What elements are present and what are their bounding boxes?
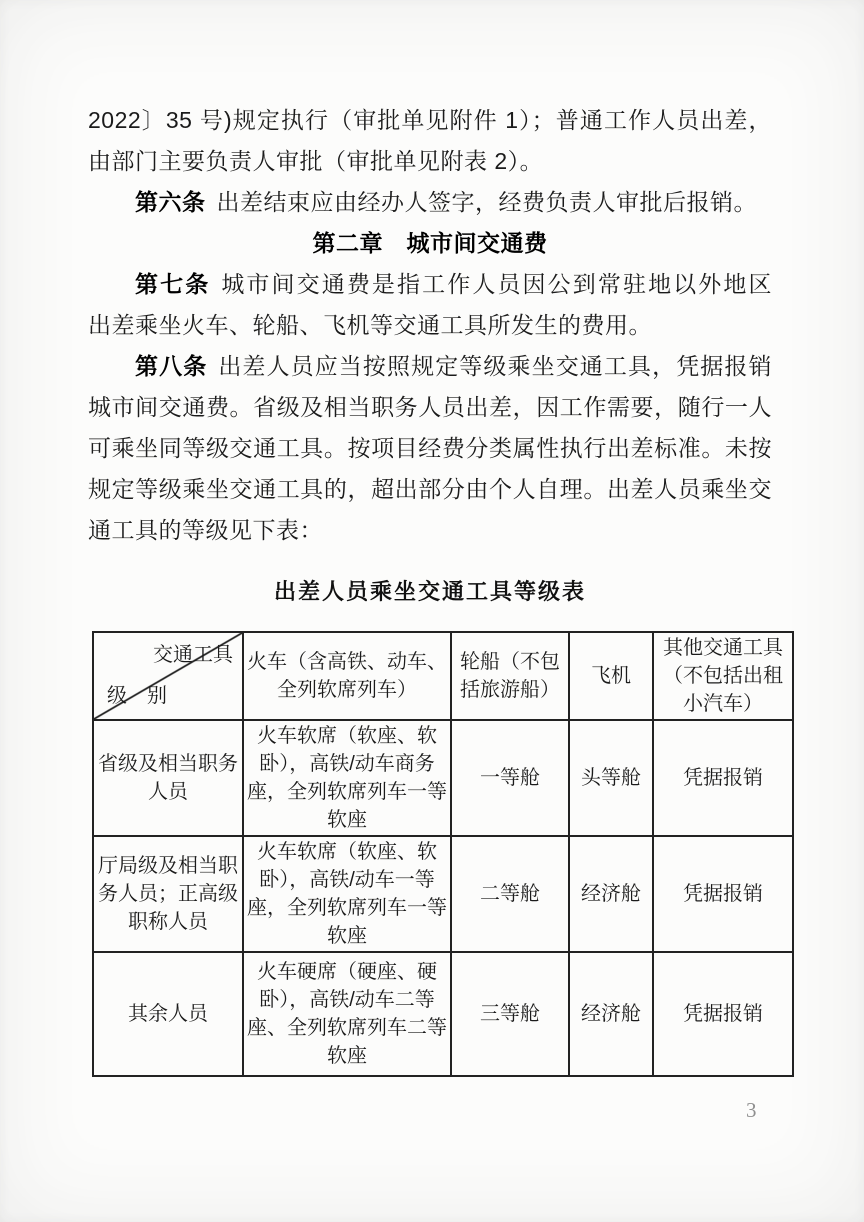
cell-level: 其余人员: [93, 952, 243, 1076]
cell-level: 厅局级及相当职务人员；正高级职称人员: [93, 836, 243, 952]
table-title: 出差人员乘坐交通工具等级表: [273, 579, 586, 604]
corner-label-transport: 交通工具: [153, 644, 233, 666]
article-6-line: [88, 182, 772, 223]
corner-label-grade: 级 别: [107, 685, 167, 707]
transport-grade-table: [92, 631, 794, 1077]
column-header-ship: 轮船（不包括旅游船）: [451, 632, 569, 720]
paragraph-line: 城市间交通费。省级及相当职务人员出差，因工作需要，随行一人: [88, 394, 772, 420]
cell-train: 火车硬席（硬座、硬卧），高铁/动车二等座、全列软席列车二等软座: [243, 952, 451, 1076]
paragraph-line: 由部门主要负责人审批（审批单见附表 2）。: [88, 148, 544, 174]
cell-level: 省级及相当职务人员: [93, 720, 243, 836]
cell-train: 火车软席（软座、软卧），高铁/动车商务座，全列软席列车一等软座: [243, 720, 451, 836]
article-8-text: 出差人员应当按照规定等级乘坐交通工具，凭据报销: [218, 353, 773, 379]
paragraph-line: 通工具的等级见下表：: [88, 517, 323, 543]
cell-plane: 经济舱: [569, 836, 653, 952]
table-row-others: [93, 952, 793, 1076]
corner-header-cell: [93, 632, 243, 720]
column-header-train: 火车（含高铁、动车、全列软席列车）: [243, 632, 451, 720]
column-header-plane: 飞机: [569, 632, 653, 720]
cell-other: 凭据报销: [653, 720, 793, 836]
paragraph-line: 可乘坐同等级交通工具。按项目经费分类属性执行出差标准。未按: [88, 435, 772, 461]
page-number: 3: [746, 1098, 757, 1122]
paragraph-line: 规定等级乘坐交通工具的，超出部分由个人自理。出差人员乘坐交: [88, 476, 772, 502]
cell-other: 凭据报销: [653, 836, 793, 952]
article-6-number: 第六条: [135, 189, 206, 215]
cell-ship: 一等舱: [451, 720, 569, 836]
article-6-text: 出差结束应由经办人签字，经费负责人审批后报销。: [216, 189, 757, 215]
table-header-row: [93, 632, 793, 720]
table-row-bureau: [93, 836, 793, 952]
cell-train: 火车软席（软座、软卧），高铁/动车一等座，全列软席列车一等软座: [243, 836, 451, 952]
table-row-provincial: [93, 720, 793, 836]
paragraph-line: 2022〕35 号)规定执行（审批单见附件 1）；普通工作人员出差，: [88, 107, 772, 133]
cell-plane: 头等舱: [569, 720, 653, 836]
body-text: [88, 100, 772, 551]
chapter-heading: 第二章 城市间交通费: [312, 230, 548, 256]
cell-other: 凭据报销: [653, 952, 793, 1076]
article-8-number: 第八条: [135, 353, 208, 379]
cell-ship: 二等舱: [451, 836, 569, 952]
column-header-other: 其他交通工具（不包括出租小汽车）: [653, 632, 793, 720]
article-8-line: [88, 346, 772, 387]
article-7-text: 城市间交通费是指工作人员因公到常驻地以外地区: [221, 271, 772, 297]
paragraph-line: 出差乘坐火车、轮船、飞机等交通工具所发生的费用。: [88, 312, 652, 338]
cell-ship: 三等舱: [451, 952, 569, 1076]
cell-plane: 经济舱: [569, 952, 653, 1076]
article-7-line: [88, 264, 772, 305]
article-7-number: 第七条: [135, 271, 211, 297]
